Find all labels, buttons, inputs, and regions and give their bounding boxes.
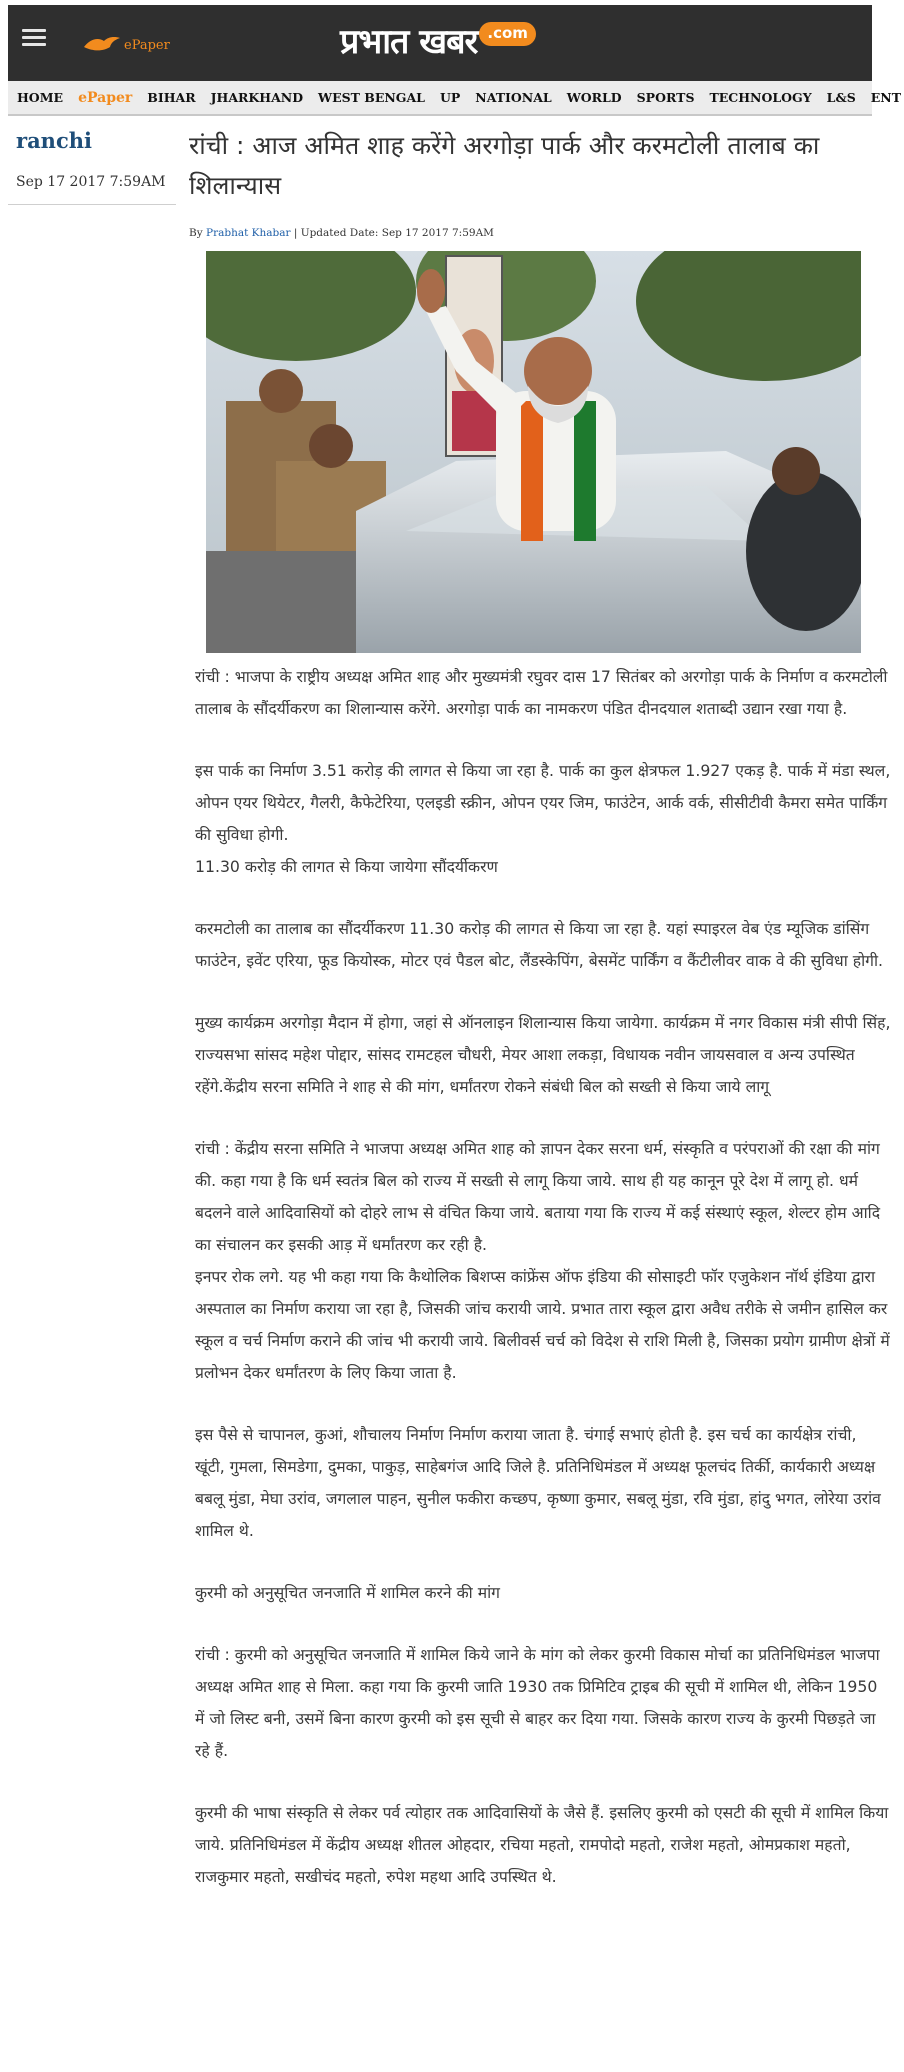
- nav-item-l-s[interactable]: L&S: [826, 90, 856, 105]
- article-paragraph: कुरमी की भाषा संस्कृति से लेकर पर्व त्योहार तक आदिवासियों के जैसे हैं. इसलिए कुरमी को एसटी की सूची में शामिल किया जाये. प्रतिनिधिमंडल में केंद्रीय अध्यक्ष शीतल ओहदार, रचिया महतो, रामपोदो महतो, राजेश महतो, ओमप्रकाश महतो, राजकुमार महतो, सखीचंद महतो, रुपेश महथा आदि उपस्थित थे.: [195, 1803, 889, 1886]
- main-nav: [8, 81, 902, 116]
- byline-prefix: By: [189, 227, 206, 239]
- article-paragraph: रांची : कुरमी को अनुसूचित जनजाति में शामिल किये जाने के मांग को लेकर कुरमी विकास मोर्चा का प्रतिनिधिमंडल भाजपा अध्यक्ष अमित शाह से मिला. कहा गया कि कुरमी जाति 1930 तक प्रिमिटिव ट्राइब की सूची में शामिल थी, लेकिन 1950 में जो लिस्ट बनी, उसमें बिना कारण कुरमी को इस सूची से बाहर कर दिया गया. जिसके कारण राज्य के कुरमी पिछड़ते जा रहे हैं.: [195, 1645, 880, 1760]
- nav-item-epaper[interactable]: ePaper: [78, 89, 133, 106]
- article-photo: [206, 251, 861, 653]
- photo-illustration: [206, 251, 861, 653]
- article-paragraph: रांची : भाजपा के राष्ट्रीय अध्यक्ष अमित शाह और मुख्यमंत्री रघुवर दास 17 सितंबर को अरगोड़ा पार्क के निर्माण व करमटोली तालाब के सौंदर्यीकरण का शिलान्यास करेंगे. अरगोड़ा पार्क का नामकरण पंडित दीनदयाल शताब्दी उद्यान रखा गया है.: [195, 667, 888, 718]
- nav-item-ent[interactable]: ENT: [870, 90, 902, 105]
- nav-item-world[interactable]: WORLD: [566, 90, 622, 105]
- masthead: [8, 5, 872, 81]
- brand-name: प्रभात खबर: [340, 22, 478, 62]
- article-paragraph: इस पैसे से चापानल, कुआं, शौचालय निर्माण निर्माण कराया जाता है. चंगाई सभाएं होती है. इस चर्च का कार्यक्षेत्र रांची, खूंटी, गुमला, सिमडेगा, दुमका, पाकुड़, साहेबगंज आदि जिले है. प्रतिनिधिमंडल में अध्यक्ष फूलचंद तिर्की, कार्यकारी अध्यक्ष बबलू मुंडा, मेघा उरांव, जगलाल पाहन, सुनील फकीरा कच्छप, कृष्णा कुमार, सबलू मुंडा, रवि मुंडा, हांदु भगत, लोरेया उरांव शामिल थे.: [195, 1425, 881, 1540]
- byline: [189, 227, 494, 239]
- article-paragraph: कुरमी को अनुसूचित जनजाति में शामिल करने की मांग: [195, 1583, 500, 1602]
- epaper-link[interactable]: [82, 35, 170, 55]
- sidebar-date: Sep 17 2017 7:59AM: [16, 174, 166, 190]
- nav-item-jharkhand[interactable]: JHARKHAND: [210, 90, 304, 105]
- author-link[interactable]: Prabhat Khabar: [206, 227, 291, 239]
- nav-item-home[interactable]: HOME: [17, 90, 64, 105]
- article-body: [195, 661, 891, 1893]
- nav-item-west-bengal[interactable]: WEST BENGAL: [318, 90, 425, 105]
- byline-updated: | Updated Date: Sep 17 2017 7:59AM: [290, 227, 494, 239]
- bird-logo-icon: [82, 35, 122, 55]
- nav-item-bihar[interactable]: BIHAR: [147, 90, 196, 105]
- brand-suffix: .com: [479, 22, 536, 46]
- article-paragraph: करमटोली का तालाब का सौंदर्यीकरण 11.30 करोड़ की लागत से किया जा रहा है. यहां स्पाइरल वेब एंड म्यूजिक डांसिंग फाउंटेन, इवेंट एरिया, फूड कियोस्क, मोटर एवं पैडल बोट, लैंडस्केपिंग, बेसमेंट पार्किंग व कैंटीलीवर वाक वे की सुविधा होगी.: [195, 919, 884, 970]
- city-label[interactable]: ranchi: [16, 128, 92, 153]
- sidebar: [8, 122, 176, 205]
- nav-item-national[interactable]: NATIONAL: [475, 90, 552, 105]
- article-paragraph: मुख्य कार्यक्रम अरगोड़ा मैदान में होगा, जहां से ऑनलाइन शिलान्यास किया जायेगा. कार्यक्रम में नगर विकास मंत्री सीपी सिंह, राज्यसभा सांसद महेश पोद्दार, सांसद रामटहल चौधरी, मेयर आशा लकड़ा, विधायक नवीन जायसवाल व अन्य उपस्थित रहेंगे.केंद्रीय सरना समिति ने शाह से की मांग, धर्मांतरण रोकने संबंधी बिल को सख्ती से किया जाये लागू: [195, 1013, 891, 1096]
- epaper-label: ePaper: [124, 37, 170, 53]
- nav-item-technology[interactable]: TECHNOLOGY: [709, 90, 812, 105]
- article-title: रांची : आज अमित शाह करेंगे अरगोड़ा पार्क और करमटोली तालाब का शिलान्यास: [189, 131, 820, 200]
- nav-item-up[interactable]: UP: [439, 90, 461, 105]
- hamburger-menu-icon[interactable]: [22, 29, 46, 49]
- article-paragraph: रांची : केंद्रीय सरना समिति ने भाजपा अध्यक्ष अमित शाह को ज्ञापन देकर सरना धर्म, संस्कृति व परंपराओं की रक्षा की मांग की. कहा गया है कि धर्म स्वतंत्र बिल को राज्य में सख्ती से लागू किया जाये. साथ ही यह कानून पूरे देश में लागू हो. धर्म बदलने वाले आदिवासियों को दोहरे लाभ से वंचित किया जाये. बताया गया कि राज्य में कई संस्थाएं स्कूल, शेल्टर होम आदि का संचालन कर इसकी आड़ में धर्मांतरण कर रही है. इनपर रोक लगे. यह भी कहा गया कि कैथोलिक बिशप्स कांफ्रेंस ऑफ इंडिया की सोसाइटी फॉर एजुकेशन नॉर्थ इंडिया द्वारा अस्पताल का निर्माण कराया जा रहा है, जिसकी जांच करायी जाये. प्रभात तारा स्कूल द्वारा अवैध तरीके से जमीन हासिल कर स्कूल व चर्च निर्माण कराने की जांच भी करायी जाये. बिलीवर्स चर्च को विदेश से राशि मिली है, जिसका प्रयोग ग्रामीण क्षेत्रों में प्रलोभन देकर धर्मांतरण के लिए किया जाता है.: [195, 1139, 890, 1382]
- sidebar-divider: [8, 204, 176, 205]
- article-paragraph: इस पार्क का निर्माण 3.51 करोड़ की लागत से किया जा रहा है. पार्क का कुल क्षेत्रफल 1.927 एकड़ है. पार्क में मंडा स्थल, ओपन एयर थियेटर, गैलरी, कैफेटेरिया, एलइडी स्क्रीन, ओपन एयर जिम, फाउंटेन, आर्क वर्क, सीसीटीवी कैमरा समेत पार्किंग की सुविधा होगी. 11.30 करोड़ की लागत से किया जायेगा सौंदर्यीकरण: [195, 761, 891, 876]
- nav-item-sports[interactable]: SPORTS: [636, 90, 695, 105]
- brand-logo[interactable]: [340, 17, 536, 63]
